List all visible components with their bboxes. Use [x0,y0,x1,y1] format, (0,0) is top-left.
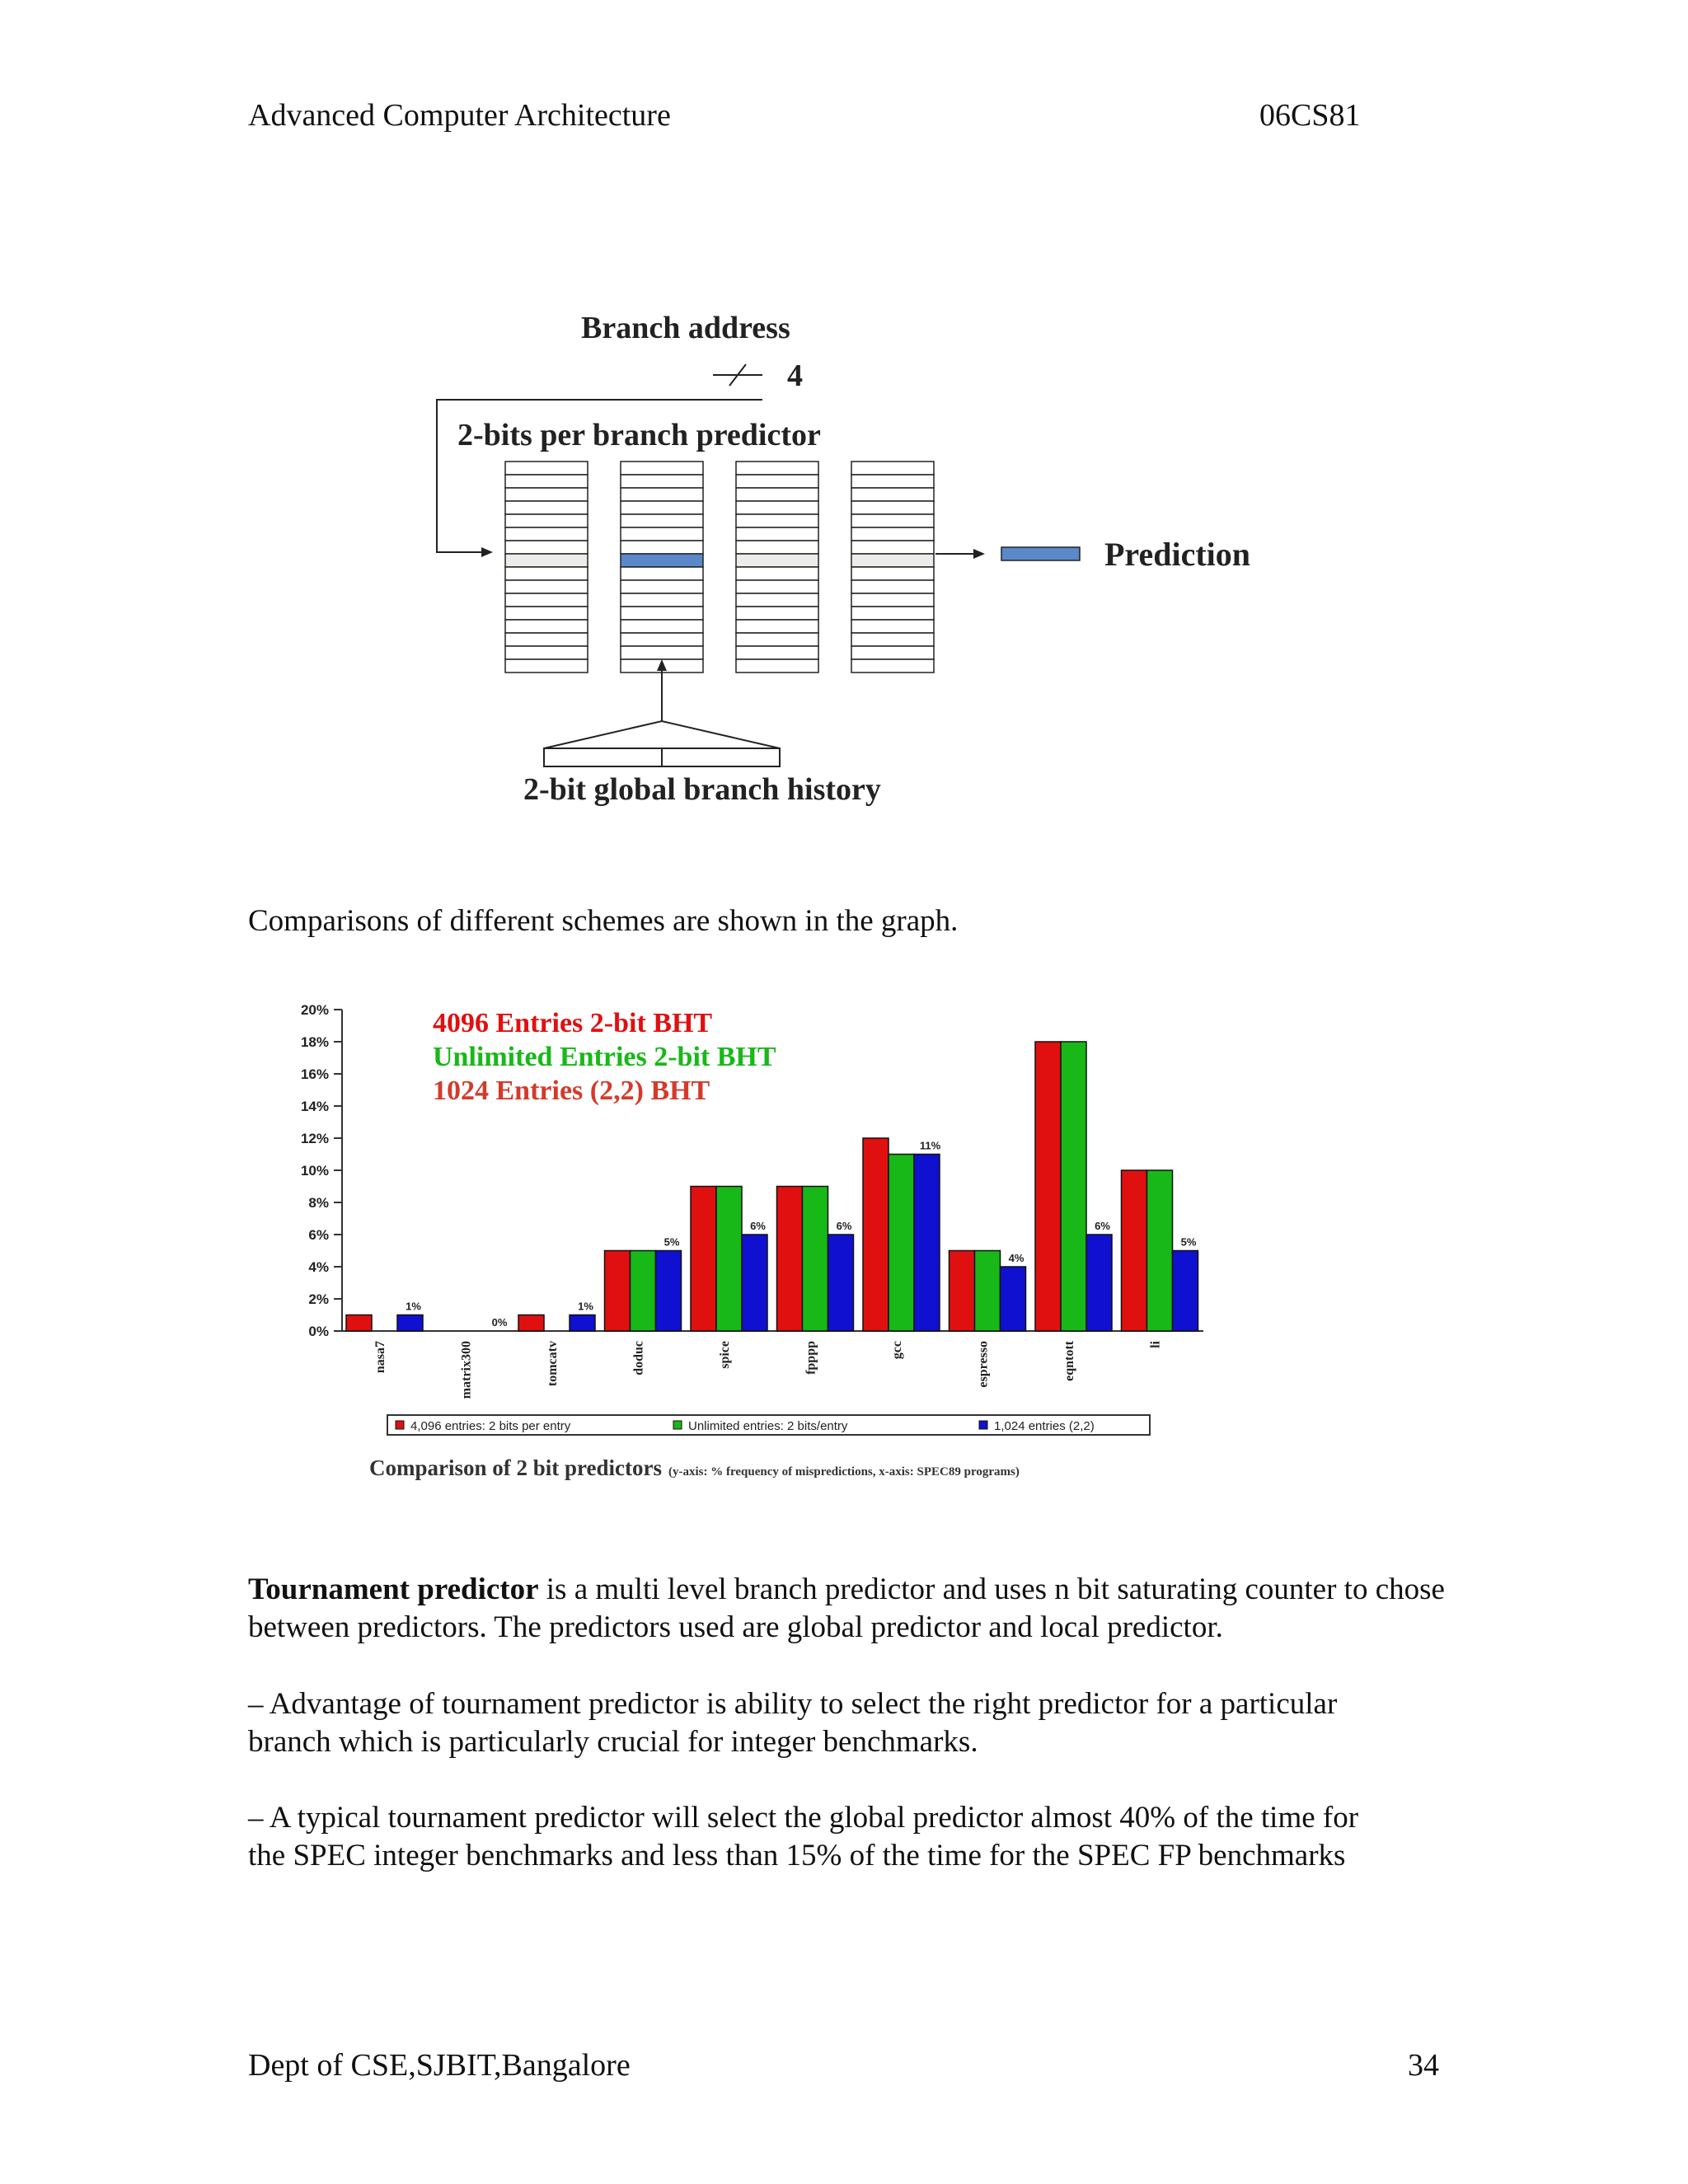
bar-doduc-1 [631,1251,656,1332]
tournament-description: is a multi level branch predictor and uses n bit saturating counter to chose between predictors. The predictors used are global predictor and local predictor. [248,1572,1445,1644]
x-tick-label: doduc [631,1341,646,1376]
counter-row [621,514,703,527]
x-tick-label: li [1148,1341,1163,1348]
predictor-table [851,462,934,673]
selection-rate-bullet: – A typical tournament predictor will select the global predictor almost 40% of the time for the SPEC integer benchmarks and less than 15% of the time for the SPEC FP benchmarks [248,1801,1359,1872]
counter-row [851,514,934,527]
counter-row [505,633,588,646]
x-tick-label: matrix300 [459,1341,474,1399]
bar-nasa7-0 [346,1315,372,1332]
counter-row [505,541,588,554]
bar-value-label: 6% [750,1220,766,1232]
counter-row [621,501,703,514]
counter-row [851,541,934,554]
bar-doduc-2 [656,1251,682,1332]
prediction-output-box [1001,547,1080,560]
caption-main: Comparison of 2 bit predictors [369,1455,662,1480]
bar-value-label: 4% [1008,1252,1025,1264]
counter-row [851,462,934,475]
x-tick-label: fpppp [804,1341,818,1375]
header-course-code: 06CS81 [1259,98,1361,133]
footer-department: Dept of CSE,SJBIT,Bangalore [248,2048,631,2083]
counter-row [621,475,703,488]
counter-row [621,527,703,541]
bar-fpppp-2 [828,1235,854,1331]
legend-label: Unlimited entries: 2 bits/entry [688,1419,848,1433]
counter-row [736,462,818,475]
counter-row [621,620,703,633]
counter-row [621,593,703,607]
counter-row [621,462,703,475]
x-tick-label: nasa7 [373,1341,387,1374]
bar-li-2 [1173,1251,1198,1332]
bar-fpppp-1 [803,1187,828,1332]
legend-swatch [396,1421,404,1429]
chart-intro-text: Comparisons of different schemes are shown in the graph. [248,904,959,938]
x-tick-label: eqntott [1062,1341,1076,1381]
tournament-paragraph [248,1571,1484,1647]
bar-value-label: 6% [1095,1220,1110,1232]
predictor-table [736,462,818,673]
y-tick-label: 10% [300,1163,329,1179]
bar-tomcatv-0 [518,1315,544,1332]
counter-row [736,514,818,527]
counter-row [851,488,934,501]
y-tick-label: 4% [308,1259,329,1275]
bar-tomcatv-2 [570,1315,595,1332]
counter-row [621,633,703,646]
counter-row [505,514,588,527]
overlay-title-1024: 1024 Entries (2,2) BHT [433,1076,710,1106]
bar-doduc-0 [605,1251,631,1332]
counter-row [621,488,703,501]
counter-row [736,567,818,580]
y-tick-label: 6% [308,1227,329,1243]
counter-row [505,607,588,620]
counter-row [505,593,588,607]
bar-value-label: 11% [919,1139,941,1152]
x-tick-label: tomcatv [546,1341,560,1387]
counter-row [736,541,818,554]
overlay-title-unlimited: Unlimited Entries 2-bit BHT [433,1042,776,1072]
bar-li-1 [1147,1170,1173,1331]
x-tick-label: espresso [976,1341,991,1388]
advantage-bullet: – Advantage of tournament predictor is ability to select the right predictor for a particular branch which is particularly crucial for integer benchmarks. [248,1687,1338,1759]
counter-row [505,475,588,488]
predictor-table [505,462,588,673]
counter-row [736,593,818,607]
counter-row [621,580,703,593]
counter-row [736,527,818,541]
counter-row [851,527,934,541]
bar-spice-1 [716,1187,742,1332]
counter-row [736,659,818,673]
bus-width-label: 4 [787,359,803,393]
counter-row [736,475,818,488]
counter-row [736,620,818,633]
y-tick-label: 0% [308,1324,329,1339]
bar-value-label: 6% [836,1220,852,1232]
counter-row [851,501,934,514]
bar-nasa7-2 [397,1315,423,1332]
y-tick-label: 18% [300,1034,329,1050]
counter-row [505,527,588,541]
bar-espresso-0 [950,1251,975,1332]
counter-row [621,646,703,659]
header-course-title: Advanced Computer Architecture [248,98,671,133]
counter-row [621,567,703,580]
selected-counter-row [621,554,703,567]
global-history-label: 2-bit global branch history [523,772,881,807]
y-tick-label: 12% [300,1131,329,1146]
counter-row [505,501,588,514]
counter-row [736,633,818,646]
counter-row [505,580,588,593]
counter-row [851,659,934,673]
tournament-term: Tournament predictor [248,1572,539,1606]
bar-fpppp-0 [777,1187,803,1332]
bar-li-0 [1122,1170,1147,1331]
counter-row [505,646,588,659]
overlay-title-4096: 4096 Entries 2-bit BHT [433,1008,713,1038]
x-tick-label: spice [718,1341,732,1369]
counter-row [736,646,818,659]
history-bit-1 [544,748,662,766]
counter-row [736,607,818,620]
counter-row [851,607,934,620]
counter-row [505,462,588,475]
counter-row [851,646,934,659]
bar-value-label: 0% [491,1316,508,1329]
y-tick-label: 14% [300,1099,329,1114]
bar-espresso-2 [1001,1267,1026,1331]
counter-row [851,580,934,593]
x-tick-label: gcc [890,1341,904,1360]
predictor-title-label: 2-bits per branch predictor [457,418,821,452]
x-axis-labels [373,1340,1163,1399]
counter-row [505,567,588,580]
branch-predictor-diagram [396,297,1352,824]
selected-counter-row [736,554,818,567]
counter-row [851,633,934,646]
legend-label: 1,024 entries (2,2) [994,1419,1095,1433]
selected-counter-row [851,554,934,567]
counter-row [505,620,588,633]
counter-row [851,593,934,607]
bar-spice-2 [742,1235,767,1331]
predictor-comparison-chart [264,985,1286,1496]
bar-value-label: 1% [406,1300,421,1313]
predictor-table [621,462,703,673]
chart-legend [387,1415,1150,1435]
bar-value-label: 1% [578,1300,593,1313]
y-tick-label: 8% [308,1195,329,1211]
y-tick-label: 20% [300,1002,329,1018]
address-arrowhead [481,547,493,557]
counter-row [851,475,934,488]
counter-row [505,488,588,501]
legend-swatch [979,1421,987,1429]
counter-row [851,567,934,580]
y-tick-label: 16% [300,1066,329,1082]
counter-row [736,580,818,593]
output-arrowhead [973,549,985,559]
bar-gcc-0 [863,1138,889,1331]
bar-gcc-2 [914,1155,940,1332]
legend-label: 4,096 entries: 2 bits per entry [410,1419,571,1433]
bar-spice-0 [691,1187,716,1332]
predictor-tables [505,462,934,673]
selected-counter-row [505,554,588,567]
legend-swatch [673,1421,682,1429]
counter-row [736,501,818,514]
bar-eqntott-2 [1086,1235,1112,1331]
counter-row [621,541,703,554]
prediction-label: Prediction [1104,536,1251,573]
counter-row [736,488,818,501]
chart-caption [369,1455,1020,1480]
branch-address-label: Branch address [581,311,790,345]
counter-row [505,659,588,673]
footer-page-number: 34 [1408,2048,1439,2083]
bar-gcc-1 [889,1155,914,1332]
bar-value-label: 5% [1180,1235,1197,1249]
bar-espresso-1 [975,1251,1001,1332]
bar-eqntott-0 [1035,1042,1061,1331]
y-tick-label: 2% [308,1291,329,1307]
counter-row [621,607,703,620]
counter-row [851,620,934,633]
bar-value-label: 5% [663,1235,680,1249]
history-bit-0 [662,748,780,766]
history-fan-lines [544,721,780,748]
bar-eqntott-1 [1061,1042,1086,1331]
caption-detail: (y-axis: % frequency of mispredictions, x-axis: SPEC89 programs) [668,1465,1020,1479]
